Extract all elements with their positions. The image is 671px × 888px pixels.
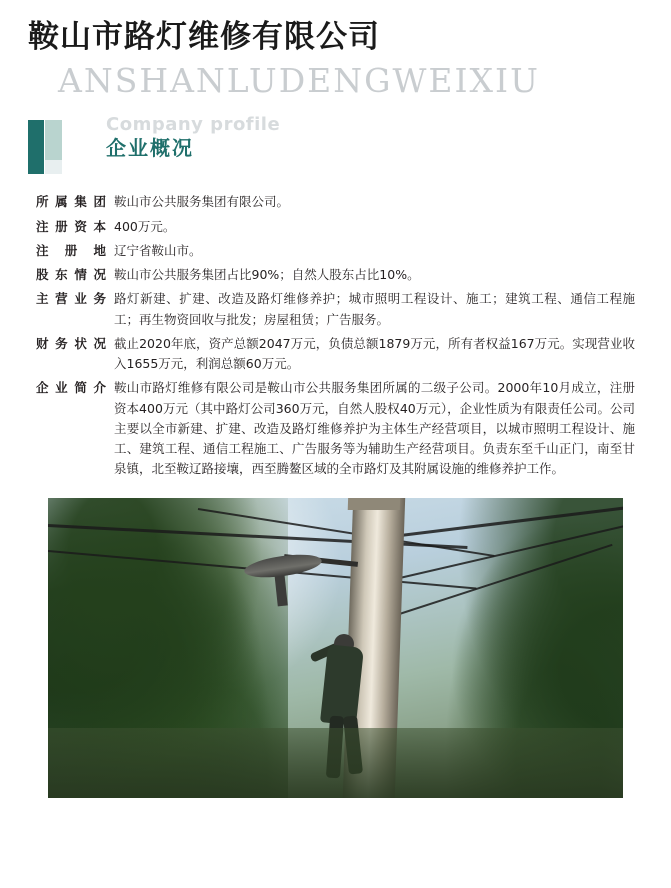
row-value: 辽宁省鞍山市。 [114, 242, 202, 258]
section-title-en: Company profile [106, 114, 281, 136]
row-label: 主营业务 [36, 291, 106, 307]
section-header [28, 114, 643, 178]
page-title: 鞍山市路灯维修有限公司 [28, 19, 380, 55]
row-label: 财务状况 [36, 335, 106, 351]
table-row [36, 241, 635, 261]
row-value: 鞍山市公共服务集团有限公司。 [114, 194, 290, 210]
row-label: 股东情况 [36, 267, 106, 283]
row-label: 注册资本 [36, 218, 106, 234]
photo-image [48, 498, 623, 798]
table-row [36, 217, 635, 237]
row-label: 所属集团 [36, 194, 106, 210]
row-label: 企业简介 [36, 380, 106, 396]
table-row [36, 265, 635, 285]
row-value: 鞍山市公共服务集团占比90%；自然人股东占比10%。 [114, 267, 420, 283]
row-label: 注 册 地 [36, 242, 106, 258]
photo-pole-cap [348, 498, 401, 510]
section-title-cn: 企业概况 [106, 136, 194, 161]
photo-ground [48, 728, 623, 798]
company-profile-table [36, 192, 635, 479]
row-value: 400万元。 [114, 218, 176, 234]
row-value: 鞍山市路灯维修有限公司是鞍山市公共服务集团所属的二级子公司。2000年10月成立，注册资本400万元（其中路灯公司360万元，自然人股权40万元），企业性质为有限责任公司。公司主要以全市新建、扩建、改造及路灯维修养护为主体生产经营项目，以城市照明工程设计、施工、建筑工程、通信工程施工、广告服务等为辅助生产经营项目。负责东至千山正门，南至甘泉镇，北至鞍辽路接壤，西至腾鳌区域的全市路灯及其附属设施的维修养护工作。 [114, 380, 635, 477]
row-value: 路灯新建、扩建、改造及路灯维修养护；城市照明工程设计、施工；建筑工程、通信工程施工；再生物资回收与批发；房屋租赁；广告服务。 [114, 291, 635, 327]
table-row [36, 378, 635, 479]
company-pinyin-subtitle: ANSHANLUDENGWEIXIU [58, 60, 540, 100]
table-row [36, 289, 635, 330]
table-row [36, 192, 635, 212]
section-mark-icon [28, 120, 62, 174]
table-row [36, 334, 635, 375]
row-value: 截止2020年底，资产总额2047万元，负债总额1879万元，所有者权益167万元。实现营业收入1655万元，利润总额60万元。 [114, 335, 635, 372]
